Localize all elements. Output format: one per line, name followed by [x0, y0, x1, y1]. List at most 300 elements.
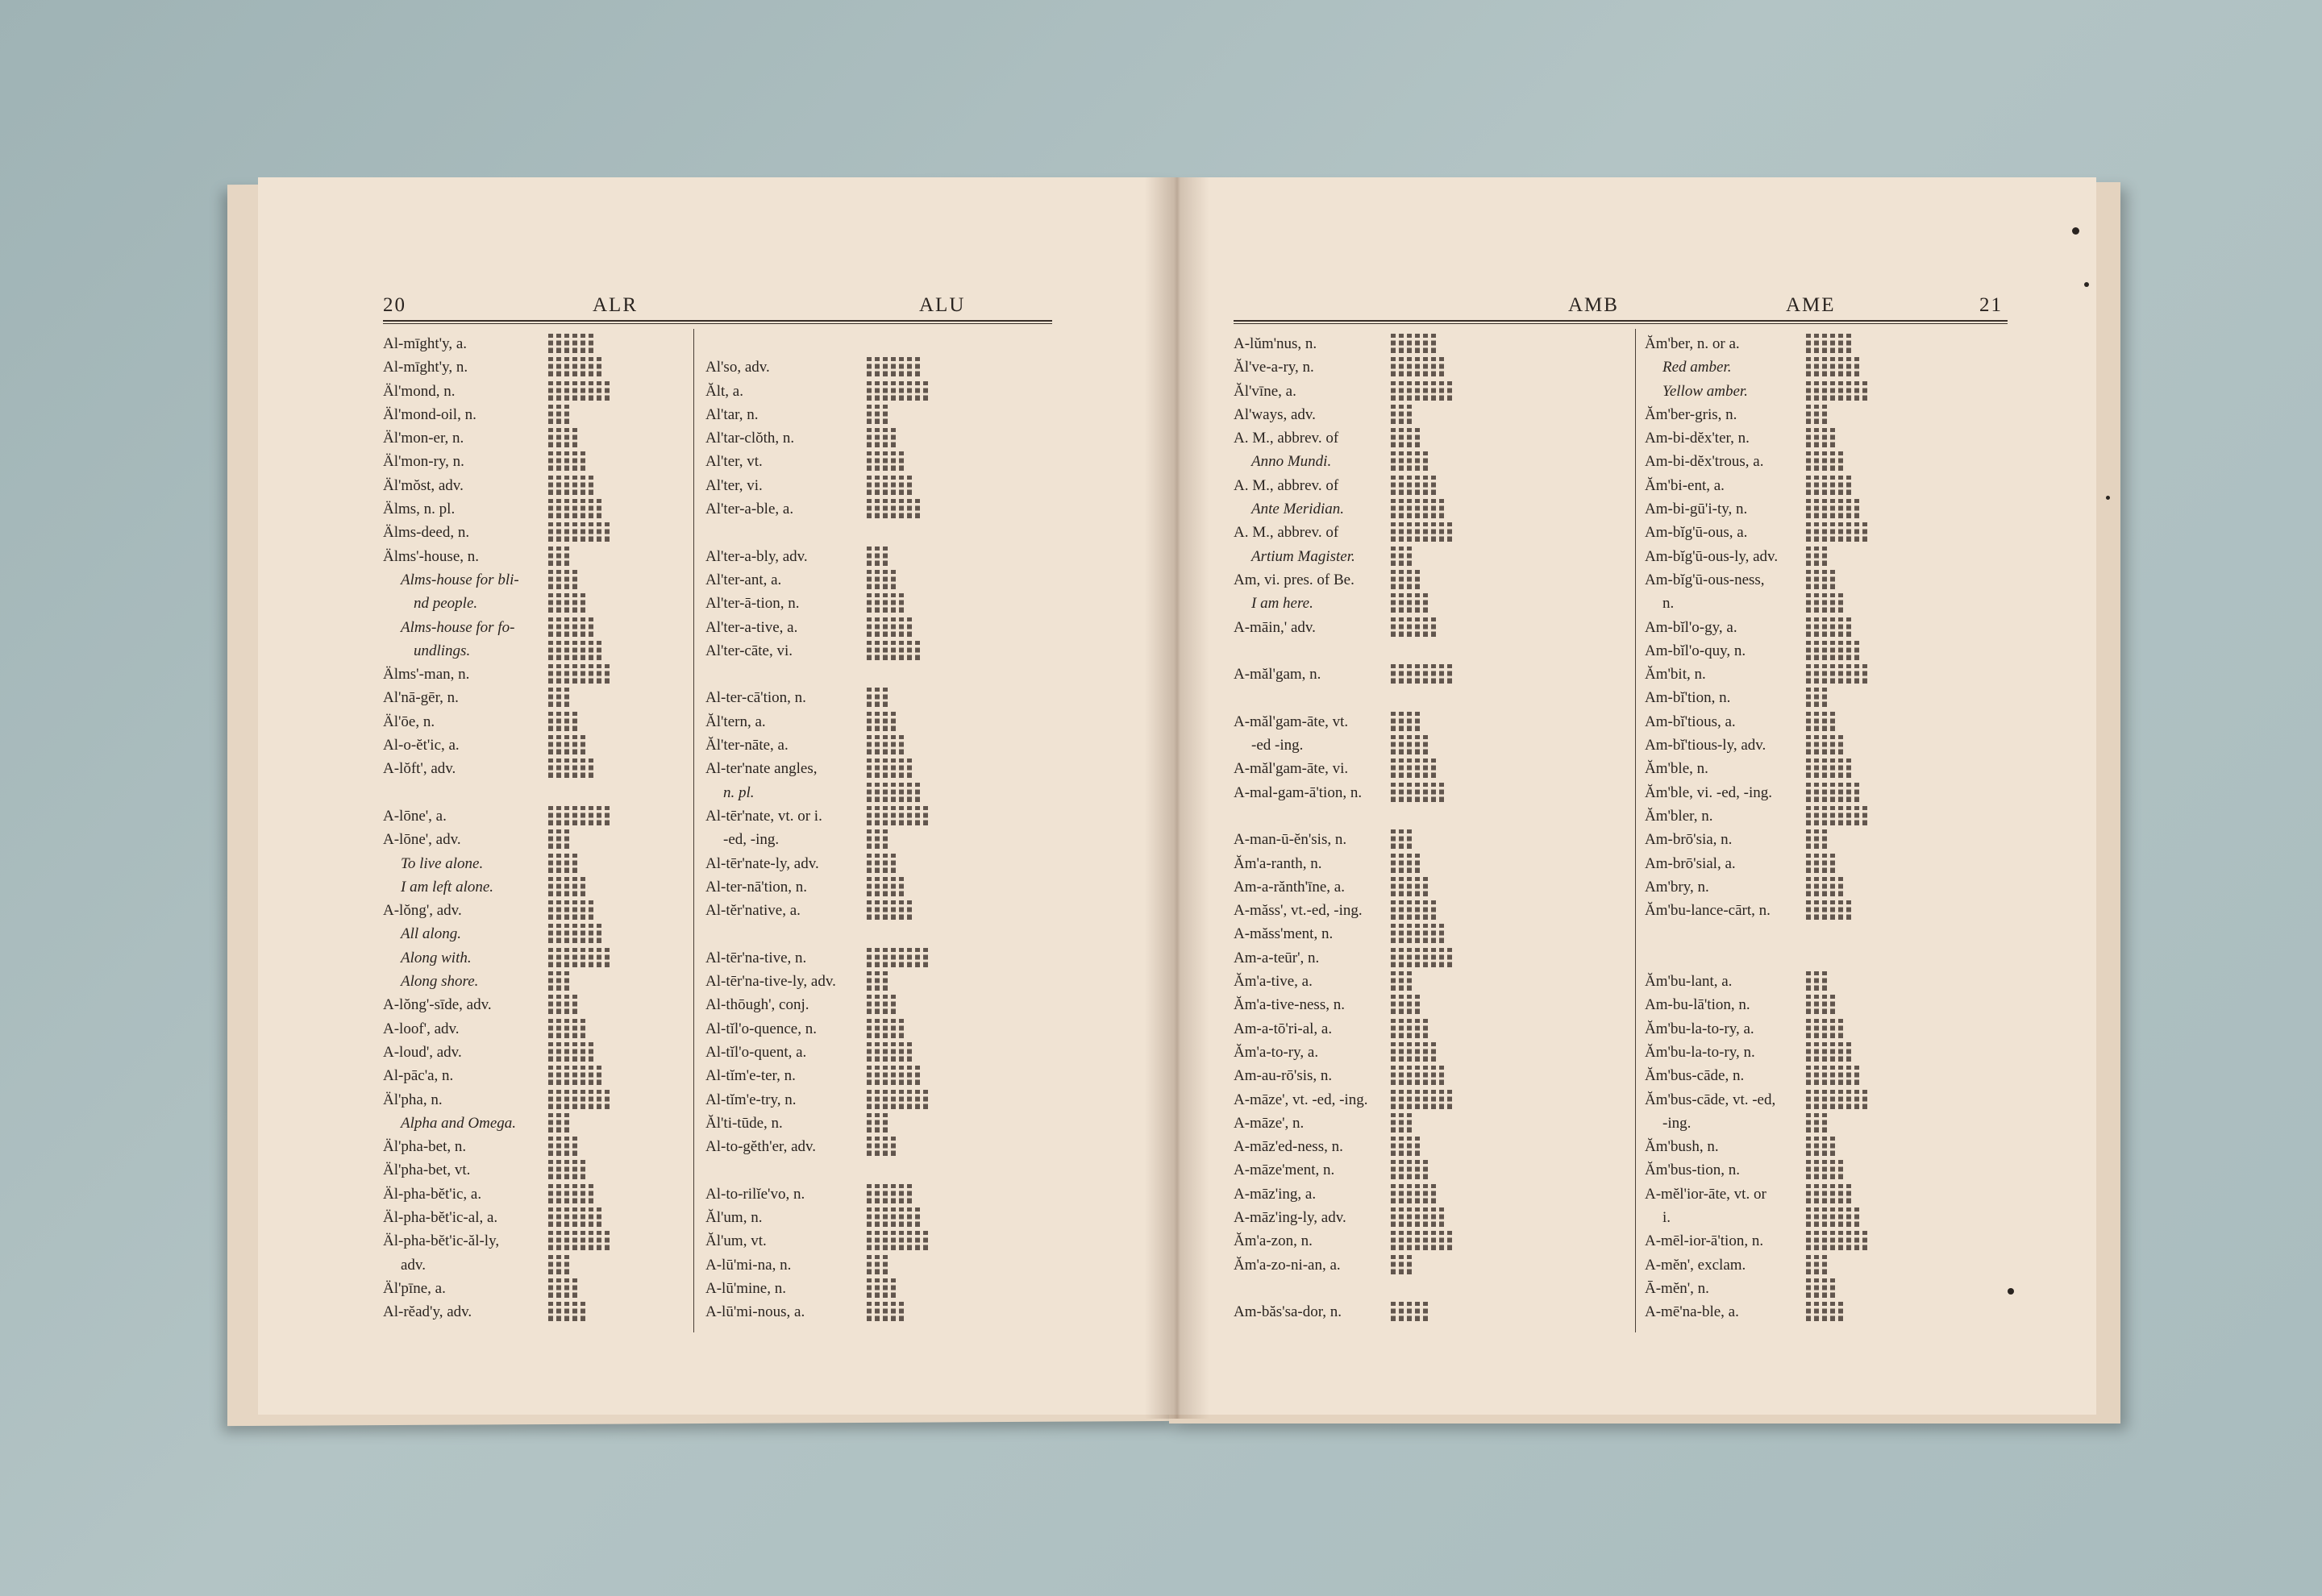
entry-headword: Ăl'tern, a.	[705, 713, 766, 730]
dictionary-entry	[705, 1158, 1052, 1182]
japanese-gloss-glyphs	[867, 759, 912, 778]
japanese-gloss-glyphs	[867, 806, 928, 825]
japanese-gloss-glyphs	[1391, 476, 1436, 495]
japanese-gloss-glyphs	[1806, 1231, 1867, 1250]
dictionary-entry	[1234, 710, 1621, 734]
japanese-gloss-glyphs	[867, 593, 904, 613]
entry-headword: Älms, n. pl.	[383, 501, 456, 518]
entry-headword: A-lŏng'-sīde, adv.	[383, 996, 492, 1014]
japanese-gloss-glyphs	[548, 900, 593, 920]
dictionary-entry	[705, 1088, 1052, 1112]
entry-headword: Along with.	[401, 949, 472, 966]
japanese-gloss-glyphs	[867, 1137, 896, 1156]
japanese-gloss-glyphs	[1806, 499, 1859, 518]
dictionary-entry	[1645, 1277, 2008, 1300]
entry-headword: Al'nā-gēr, n.	[383, 689, 459, 707]
japanese-gloss-glyphs	[1391, 900, 1436, 920]
japanese-gloss-glyphs	[1806, 381, 1867, 401]
dictionary-entry	[1234, 922, 1621, 946]
entry-headword: Ăm'ble, vi. -ed, -ing.	[1645, 783, 1773, 801]
dictionary-entry	[1234, 545, 1621, 568]
entry-headword: A-māz'ed-ness, n.	[1234, 1138, 1343, 1156]
dictionary-entry	[705, 450, 1052, 473]
japanese-gloss-glyphs	[1391, 1302, 1428, 1321]
entry-headword: Am-au-rō'sis, n.	[1234, 1067, 1333, 1085]
entry-headword: Ăl'ter-nāte, a.	[705, 737, 789, 754]
japanese-gloss-glyphs	[867, 499, 920, 518]
japanese-gloss-glyphs	[1806, 476, 1851, 495]
entry-headword: Al-pāc'a, n.	[383, 1067, 454, 1085]
entry-headword: Al-tĭm'e-try, n.	[705, 1091, 797, 1108]
dictionary-entry	[383, 1041, 689, 1064]
dictionary-entry	[1234, 497, 1621, 521]
dictionary-entry	[1645, 545, 2008, 568]
dictionary-entry	[705, 1135, 1052, 1158]
japanese-gloss-glyphs	[867, 900, 912, 920]
dictionary-entry	[1234, 1041, 1621, 1064]
dictionary-entry	[1645, 1135, 2008, 1158]
entry-headword: Ăm'a-to-ry, a.	[1234, 1043, 1319, 1061]
japanese-gloss-glyphs	[1806, 1137, 1835, 1156]
dictionary-entry	[383, 426, 689, 450]
left-page-column-1	[383, 332, 689, 1324]
japanese-gloss-glyphs	[548, 428, 577, 447]
dictionary-entry	[1645, 1112, 2008, 1135]
dictionary-entry	[383, 568, 689, 592]
entry-headword: Ăl'ti-tūde, n.	[705, 1114, 783, 1132]
dictionary-entry	[1234, 1158, 1621, 1182]
japanese-gloss-glyphs	[867, 357, 920, 376]
japanese-gloss-glyphs	[867, 617, 912, 637]
dictionary-entry	[705, 922, 1052, 946]
dictionary-entry	[1234, 852, 1621, 875]
japanese-gloss-glyphs	[1806, 759, 1851, 778]
japanese-gloss-glyphs	[867, 381, 928, 401]
japanese-gloss-glyphs	[867, 688, 888, 707]
entry-headword: Äl'mŏst, adv.	[383, 476, 464, 494]
dictionary-entry	[383, 332, 689, 355]
header-rule-right	[1234, 320, 2008, 324]
japanese-gloss-glyphs	[867, 1207, 920, 1227]
japanese-gloss-glyphs	[867, 1042, 912, 1062]
entry-headword: adv.	[401, 1256, 426, 1274]
dictionary-entry	[705, 663, 1052, 686]
dictionary-entry	[1234, 686, 1621, 709]
dictionary-entry	[383, 1017, 689, 1041]
dictionary-entry	[1234, 946, 1621, 970]
japanese-gloss-glyphs	[1391, 405, 1412, 424]
dictionary-entry	[1645, 639, 2008, 663]
japanese-gloss-glyphs	[548, 451, 585, 471]
dictionary-entry	[705, 1182, 1052, 1206]
dictionary-entry	[705, 899, 1052, 922]
entry-headword: Ăm'ble, n.	[1645, 760, 1708, 778]
entry-headword: Ăm'bit, n.	[1645, 666, 1706, 684]
entry-headword: A-māin,' adv.	[1234, 618, 1316, 636]
japanese-gloss-glyphs	[548, 1160, 585, 1179]
dictionary-entry	[705, 970, 1052, 993]
entry-headword: Artium Magister.	[1251, 547, 1355, 565]
dictionary-entry	[1645, 380, 2008, 403]
entry-headword: Yellow amber.	[1662, 382, 1748, 400]
japanese-gloss-glyphs	[548, 617, 593, 637]
dictionary-entry	[1645, 1158, 2008, 1182]
japanese-gloss-glyphs	[1806, 547, 1827, 566]
entry-headword: Äl'pha-bet, n.	[383, 1138, 467, 1156]
entry-headword: A-lōne', a.	[383, 807, 447, 825]
entry-headword: Älms-deed, n.	[383, 524, 470, 542]
entry-headword: Al'ter-a-tive, a.	[705, 618, 798, 636]
dictionary-entry	[383, 757, 689, 780]
entry-headword: A-lōne', adv.	[383, 831, 461, 849]
right-page-column-1	[1234, 332, 1621, 1324]
dictionary-entry	[705, 828, 1052, 851]
japanese-gloss-glyphs	[867, 641, 920, 660]
japanese-gloss-glyphs	[548, 806, 610, 825]
entry-headword: A-loof', adv.	[383, 1020, 460, 1037]
entry-headword: Am-bĭg'ū-ous-ly, adv.	[1645, 547, 1779, 565]
dictionary-entry	[705, 1017, 1052, 1041]
dictionary-entry	[383, 1135, 689, 1158]
japanese-gloss-glyphs	[1391, 1113, 1412, 1133]
dictionary-entry	[1645, 710, 2008, 734]
entry-headword: Al'ter-a-bly, adv.	[705, 547, 808, 565]
dictionary-entry	[1234, 1206, 1621, 1229]
japanese-gloss-glyphs	[1391, 971, 1412, 991]
dictionary-entry	[383, 521, 689, 544]
dictionary-entry	[1234, 639, 1621, 663]
dictionary-entry	[705, 521, 1052, 544]
japanese-gloss-glyphs	[1391, 1042, 1436, 1062]
entry-headword: Ăm'a-tive-ness, n.	[1234, 996, 1345, 1014]
dictionary-entry	[1234, 450, 1621, 473]
entry-headword: Al-o-ĕt'ic, a.	[383, 737, 460, 754]
dictionary-entry	[1645, 993, 2008, 1016]
entry-headword: A-lŭm'nus, n.	[1234, 335, 1317, 352]
dictionary-entry	[383, 804, 689, 828]
entry-headword: Al-tĕr'native, a.	[705, 902, 801, 920]
japanese-gloss-glyphs	[1806, 688, 1827, 707]
entry-headword: Ăl'um, n.	[705, 1208, 763, 1226]
japanese-gloss-glyphs	[1806, 1042, 1851, 1062]
entry-headword: Am-bi-dĕx'ter, n.	[1645, 430, 1750, 447]
dictionary-entry	[383, 1277, 689, 1300]
open-book	[218, 177, 2120, 1435]
japanese-gloss-glyphs	[1391, 759, 1436, 778]
japanese-gloss-glyphs	[548, 1113, 569, 1133]
entry-headword: Äl'pha, n.	[383, 1091, 443, 1108]
left-page	[258, 177, 1177, 1415]
dictionary-entry	[383, 1088, 689, 1112]
entry-headword: Ăm'a-ranth, n.	[1234, 854, 1322, 872]
japanese-gloss-glyphs	[1391, 570, 1420, 589]
entry-headword: A. M., abbrev. of	[1234, 524, 1339, 542]
japanese-gloss-glyphs	[867, 476, 912, 495]
column-divider-right	[1635, 329, 1636, 1332]
paper-speck	[2084, 282, 2089, 287]
entry-headword: Al'tar-clŏth, n.	[705, 430, 795, 447]
japanese-gloss-glyphs	[548, 688, 569, 707]
dictionary-entry	[383, 545, 689, 568]
dictionary-entry	[1234, 1253, 1621, 1277]
dictionary-entry	[1645, 1088, 2008, 1112]
japanese-gloss-glyphs	[867, 1019, 904, 1038]
entry-headword: Alms-house for fo-	[401, 618, 515, 636]
japanese-gloss-glyphs	[548, 829, 569, 849]
dictionary-entry	[1234, 875, 1621, 899]
entry-headword: Äl'mon-ry, n.	[383, 453, 464, 471]
dictionary-entry	[1234, 1017, 1621, 1041]
dictionary-entry	[705, 781, 1052, 804]
japanese-gloss-glyphs	[1391, 357, 1444, 376]
book-gutter	[1145, 177, 1209, 1419]
dictionary-entry	[705, 355, 1052, 379]
japanese-gloss-glyphs	[548, 522, 610, 542]
entry-headword: A-māze'ment, n.	[1234, 1162, 1335, 1179]
dictionary-entry	[1645, 403, 2008, 426]
japanese-gloss-glyphs	[548, 1231, 610, 1250]
dictionary-entry	[705, 1229, 1052, 1253]
dictionary-entry	[383, 899, 689, 922]
dictionary-entry	[1234, 734, 1621, 757]
entry-headword: Ăm'bu-la-to-ry, a.	[1645, 1020, 1754, 1037]
entry-headword: Al-to-gĕth'er, adv.	[705, 1138, 817, 1156]
entry-headword: Al-tēr'nate, vt. or i.	[705, 807, 822, 825]
dictionary-entry	[1645, 592, 2008, 615]
dictionary-entry	[705, 380, 1052, 403]
japanese-gloss-glyphs	[867, 1231, 928, 1250]
dictionary-entry	[383, 592, 689, 615]
japanese-gloss-glyphs	[867, 995, 896, 1014]
dictionary-entry	[383, 1158, 689, 1182]
entry-headword: n.	[1662, 595, 1675, 613]
japanese-gloss-glyphs	[1391, 547, 1412, 566]
dictionary-entry	[1645, 1300, 2008, 1324]
dictionary-entry	[383, 781, 689, 804]
entry-headword: Ălt, a.	[705, 382, 743, 400]
japanese-gloss-glyphs	[1806, 570, 1835, 589]
japanese-gloss-glyphs	[1806, 995, 1835, 1014]
dictionary-entry	[1645, 1182, 2008, 1206]
dictionary-entry	[1234, 1135, 1621, 1158]
dictionary-entry	[383, 639, 689, 663]
right-page-column-2	[1645, 332, 2008, 1324]
japanese-gloss-glyphs	[1806, 641, 1859, 660]
entry-headword: A-loud', adv.	[383, 1043, 462, 1061]
dictionary-entry	[383, 970, 689, 993]
entry-headword: Ante Meridian.	[1251, 501, 1345, 518]
japanese-gloss-glyphs	[1806, 783, 1859, 802]
entry-headword: Ăl've-a-ry, n.	[1234, 359, 1314, 376]
dictionary-entry	[383, 734, 689, 757]
japanese-gloss-glyphs	[1806, 806, 1867, 825]
entry-headword: Ăl'vīne, a.	[1234, 382, 1296, 400]
japanese-gloss-glyphs	[1391, 854, 1420, 873]
japanese-gloss-glyphs	[1806, 1278, 1835, 1298]
dictionary-entry	[1645, 899, 2008, 922]
dictionary-entry	[1234, 899, 1621, 922]
page-number-left: 20	[383, 294, 406, 316]
entry-headword: A-māz'ing-ly, adv.	[1234, 1208, 1346, 1226]
japanese-gloss-glyphs	[548, 1207, 601, 1227]
dictionary-entry	[383, 1229, 689, 1253]
entry-headword: Am-a-tō'ri-al, a.	[1234, 1020, 1333, 1037]
dictionary-entry	[1234, 568, 1621, 592]
entry-headword: A-mēl-ior-ā'tion, n.	[1645, 1232, 1764, 1250]
dictionary-entry	[705, 639, 1052, 663]
japanese-gloss-glyphs	[1806, 1160, 1843, 1179]
dictionary-entry	[705, 332, 1052, 355]
entry-headword: n. pl.	[723, 783, 755, 801]
entry-headword: Al'ter, vi.	[705, 476, 763, 494]
japanese-gloss-glyphs	[867, 1255, 888, 1274]
entry-headword: Am-a-rănth'īne, a.	[1234, 878, 1345, 896]
entry-headword: Ăl'um, vt.	[705, 1232, 767, 1250]
entry-headword: A-măl'gam-āte, vt.	[1234, 713, 1349, 730]
dictionary-entry	[705, 616, 1052, 639]
entry-headword: Al'ter-a-ble, a.	[705, 501, 794, 518]
japanese-gloss-glyphs	[1391, 995, 1420, 1014]
japanese-gloss-glyphs	[867, 428, 896, 447]
dictionary-entry	[705, 734, 1052, 757]
entry-headword: Al-ter-cā'tion, n.	[705, 689, 806, 707]
dictionary-entry	[383, 946, 689, 970]
japanese-gloss-glyphs	[867, 735, 904, 754]
entry-headword: Al-thōugh', conj.	[705, 996, 809, 1014]
dictionary-entry	[705, 852, 1052, 875]
japanese-gloss-glyphs	[1391, 783, 1444, 802]
dictionary-entry	[1234, 1088, 1621, 1112]
dictionary-entry	[383, 828, 689, 851]
dictionary-entry	[705, 426, 1052, 450]
entry-headword: Ăm'a-zo-ni-an, a.	[1234, 1256, 1341, 1274]
dictionary-entry	[705, 993, 1052, 1016]
dictionary-entry	[705, 545, 1052, 568]
japanese-gloss-glyphs	[1391, 1207, 1444, 1227]
entry-headword: Am-bĭg'ū-ous, a.	[1645, 524, 1748, 542]
column-divider-left	[693, 329, 694, 1332]
japanese-gloss-glyphs	[1391, 381, 1452, 401]
japanese-gloss-glyphs	[548, 1302, 585, 1321]
dictionary-entry	[383, 1064, 689, 1087]
entry-headword: A-măss'ment, n.	[1234, 925, 1334, 943]
japanese-gloss-glyphs	[1391, 829, 1412, 849]
dictionary-entry	[1234, 426, 1621, 450]
dictionary-entry	[705, 592, 1052, 615]
dictionary-entry	[383, 993, 689, 1016]
japanese-gloss-glyphs	[1391, 428, 1420, 447]
japanese-gloss-glyphs	[1391, 593, 1428, 613]
dictionary-entry	[705, 804, 1052, 828]
entry-headword: i.	[1662, 1208, 1671, 1226]
running-head-right-1: AMB	[1568, 294, 1619, 316]
japanese-gloss-glyphs	[548, 1137, 577, 1156]
dictionary-entry	[1234, 1064, 1621, 1087]
japanese-gloss-glyphs	[867, 877, 904, 896]
dictionary-entry	[383, 1300, 689, 1324]
entry-headword: A. M., abbrev. of	[1234, 476, 1339, 494]
japanese-gloss-glyphs	[1806, 357, 1859, 376]
dictionary-entry	[1234, 403, 1621, 426]
entry-headword: Al'so, adv.	[705, 359, 770, 376]
running-head-right-2: AME	[1786, 294, 1836, 316]
dictionary-entry	[1645, 757, 2008, 780]
japanese-gloss-glyphs	[548, 1278, 577, 1298]
entry-headword: A-mĕn', exclam.	[1645, 1256, 1746, 1274]
entry-headword: Al'ter-ā-tion, n.	[705, 595, 800, 613]
dictionary-entry	[1645, 946, 2008, 970]
dictionary-entry	[705, 1112, 1052, 1135]
dictionary-entry	[383, 450, 689, 473]
dictionary-entry	[1645, 922, 2008, 946]
japanese-gloss-glyphs	[1391, 877, 1428, 896]
entry-headword: Al-tēr'na-tive-ly, adv.	[705, 973, 836, 991]
entry-headword: Ăm'bi-ent, a.	[1645, 476, 1725, 494]
page-number-right: 21	[1979, 294, 2003, 316]
japanese-gloss-glyphs	[548, 735, 585, 754]
dictionary-entry	[1645, 734, 2008, 757]
entry-headword: Ā-mĕn', n.	[1645, 1279, 1709, 1297]
entry-headword: Red amber.	[1662, 359, 1732, 376]
dictionary-entry	[1645, 781, 2008, 804]
entry-headword: Am-bĭl'o-gy, a.	[1645, 618, 1737, 636]
japanese-gloss-glyphs	[867, 547, 888, 566]
dictionary-entry	[383, 403, 689, 426]
japanese-gloss-glyphs	[548, 854, 577, 873]
dictionary-entry	[705, 875, 1052, 899]
running-head-left-1: ALR	[593, 294, 638, 316]
entry-headword: Äl'pha-bet, vt.	[383, 1162, 471, 1179]
japanese-gloss-glyphs	[1806, 334, 1851, 353]
entry-headword: Al-tĭl'o-quence, n.	[705, 1020, 817, 1037]
entry-headword: A-mĕl'ior-āte, vt. or	[1645, 1185, 1766, 1203]
japanese-gloss-glyphs	[1806, 451, 1843, 471]
dictionary-entry	[383, 1206, 689, 1229]
entry-headword: All along.	[401, 925, 461, 943]
dictionary-entry	[383, 380, 689, 403]
japanese-gloss-glyphs	[548, 1042, 593, 1062]
dictionary-entry	[383, 852, 689, 875]
entry-headword: Al-tĭl'o-quent, a.	[705, 1043, 807, 1061]
japanese-gloss-glyphs	[548, 476, 593, 495]
japanese-gloss-glyphs	[548, 1184, 593, 1203]
entry-headword: -ing.	[1662, 1114, 1692, 1132]
entry-headword: Alpha and Omega.	[401, 1114, 517, 1132]
dictionary-entry	[1645, 970, 2008, 993]
japanese-gloss-glyphs	[1391, 1090, 1452, 1109]
japanese-gloss-glyphs	[548, 995, 577, 1014]
dictionary-entry	[383, 710, 689, 734]
dictionary-entry	[1234, 970, 1621, 993]
dictionary-entry	[1234, 380, 1621, 403]
dictionary-entry	[1234, 804, 1621, 828]
japanese-gloss-glyphs	[867, 712, 896, 731]
japanese-gloss-glyphs	[1806, 712, 1835, 731]
entry-headword: Älms'-house, n.	[383, 547, 480, 565]
dictionary-entry	[1645, 852, 2008, 875]
dictionary-entry	[1234, 1182, 1621, 1206]
japanese-gloss-glyphs	[1391, 334, 1436, 353]
entry-headword: Along shore.	[401, 973, 479, 991]
japanese-gloss-glyphs	[867, 570, 896, 589]
japanese-gloss-glyphs	[1806, 877, 1843, 896]
entry-headword: Al'ways, adv.	[1234, 405, 1316, 423]
japanese-gloss-glyphs	[548, 948, 610, 967]
entry-headword: Am-a-teūr', n.	[1234, 949, 1320, 966]
japanese-gloss-glyphs	[1391, 1231, 1452, 1250]
entry-headword: Am-bi-gū'i-ty, n.	[1645, 501, 1748, 518]
dictionary-entry	[705, 403, 1052, 426]
